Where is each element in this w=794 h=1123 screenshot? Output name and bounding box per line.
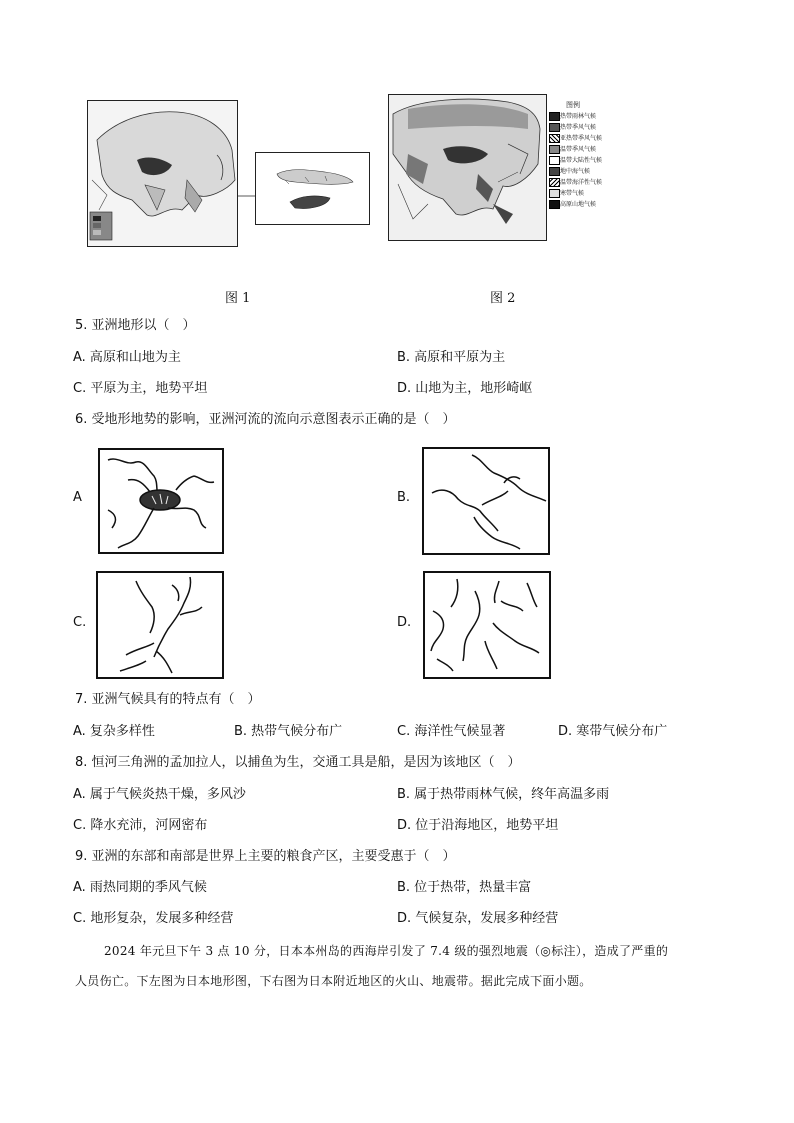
- figure-1-asia-terrain-map: [87, 100, 247, 248]
- legend-item: [548, 166, 618, 176]
- question-5-option-b[interactable]: B. 高原和平原为主: [397, 350, 506, 365]
- passage-line-1: 2024 年元旦下午 3 点 10 分，日本本州岛的西海岸引发了 7.4 级的强烈地震（◎标注），造成了严重的: [104, 944, 669, 958]
- figure-1-inset-map: [255, 152, 371, 226]
- legend-swatch: [549, 134, 560, 143]
- question-9-option-b[interactable]: B. 位于热带，热量丰富: [397, 880, 532, 895]
- question-5-option-d[interactable]: D. 山地为主，地形崎岖: [397, 381, 533, 396]
- legend-swatch: [549, 200, 560, 209]
- question-6-option-c-label[interactable]: C.: [73, 615, 87, 630]
- question-8-option-c[interactable]: C. 降水充沛，河网密布: [73, 818, 208, 833]
- question-6-option-a-label[interactable]: A: [73, 490, 82, 505]
- legend-item: [548, 188, 618, 198]
- question-9-option-c[interactable]: C. 地形复杂，发展多种经营: [73, 911, 234, 926]
- legend-item: [548, 155, 618, 165]
- figure-1-caption: 图 1: [225, 291, 251, 306]
- legend-swatch: [549, 156, 560, 165]
- legend-label: 温带海洋性气候: [560, 179, 603, 186]
- question-5-option-c[interactable]: C. 平原为主，地势平坦: [73, 381, 208, 396]
- legend-swatch: [549, 167, 560, 176]
- question-8-option-a[interactable]: A. 属于气候炎热干燥，多风沙: [73, 787, 246, 802]
- legend-item: [548, 199, 618, 209]
- question-6-option-b-label[interactable]: B.: [397, 490, 411, 505]
- legend-swatch: [549, 112, 560, 121]
- legend-item: [548, 177, 618, 187]
- figure-2-caption: 图 2: [490, 291, 516, 306]
- question-7-option-a[interactable]: A. 复杂多样性: [73, 724, 155, 739]
- legend-item: [548, 133, 618, 143]
- question-7-option-b[interactable]: B. 热带气候分布广: [234, 724, 343, 739]
- legend-item: [548, 111, 618, 121]
- legend-swatch: [549, 123, 560, 132]
- figure-2-asia-climate-map: [388, 94, 548, 242]
- question-6-option-a-river-diagram[interactable]: [98, 448, 224, 554]
- legend-label: 寒带气候: [560, 190, 585, 197]
- legend-item: [548, 122, 618, 132]
- question-7-option-c[interactable]: C. 海洋性气候显著: [397, 724, 506, 739]
- question-5-stem: 5. 亚洲地形以（ ）: [75, 318, 196, 333]
- question-6-option-d-river-diagram[interactable]: [423, 571, 551, 679]
- legend-title: 图例: [566, 101, 580, 109]
- legend-label: 亚热带季风气候: [560, 135, 603, 142]
- question-6-option-c-river-diagram[interactable]: [96, 571, 224, 679]
- question-9-option-d[interactable]: D. 气候复杂，发展多种经营: [397, 911, 559, 926]
- question-6-option-d-label[interactable]: D.: [397, 615, 412, 630]
- figure-2-legend: [548, 100, 618, 212]
- legend-swatch: [549, 145, 560, 154]
- passage-line-2: 人员伤亡。下左图为日本地形图，下右图为日本附近地区的火山、地震带。据此完成下面小题。: [75, 974, 592, 988]
- question-7-stem: 7. 亚洲气候具有的特点有（ ）: [75, 692, 261, 707]
- legend-label: 热带季风气候: [560, 124, 597, 131]
- legend-label: 高原山地气候: [560, 201, 597, 208]
- question-6-option-b-river-diagram[interactable]: [422, 447, 550, 555]
- question-5-option-a[interactable]: A. 高原和山地为主: [73, 350, 181, 365]
- legend-label: 地中海气候: [560, 168, 591, 175]
- question-7-option-d[interactable]: D. 寒带气候分布广: [558, 724, 668, 739]
- legend-label: 温带大陆性气候: [560, 157, 603, 164]
- question-8-option-b[interactable]: B. 属于热带雨林气候，终年高温多雨: [397, 787, 610, 802]
- question-6-stem: 6. 受地形地势的影响，亚洲河流的流向示意图表示正确的是（ ）: [75, 412, 456, 427]
- legend-item: [548, 144, 618, 154]
- question-9-stem: 9. 亚洲的东部和南部是世界上主要的粮食产区，主要受惠于（ ）: [75, 849, 456, 864]
- question-8-stem: 8. 恒河三角洲的孟加拉人，以捕鱼为生，交通工具是船，是因为该地区（ ）: [75, 755, 521, 770]
- legend-label: 热带雨林气候: [560, 113, 597, 120]
- legend-label: 温带季风气候: [560, 146, 597, 153]
- question-8-option-d[interactable]: D. 位于沿海地区，地势平坦: [397, 818, 559, 833]
- question-9-option-a[interactable]: A. 雨热同期的季风气候: [73, 880, 207, 895]
- legend-swatch: [549, 178, 560, 187]
- legend-swatch: [549, 189, 560, 198]
